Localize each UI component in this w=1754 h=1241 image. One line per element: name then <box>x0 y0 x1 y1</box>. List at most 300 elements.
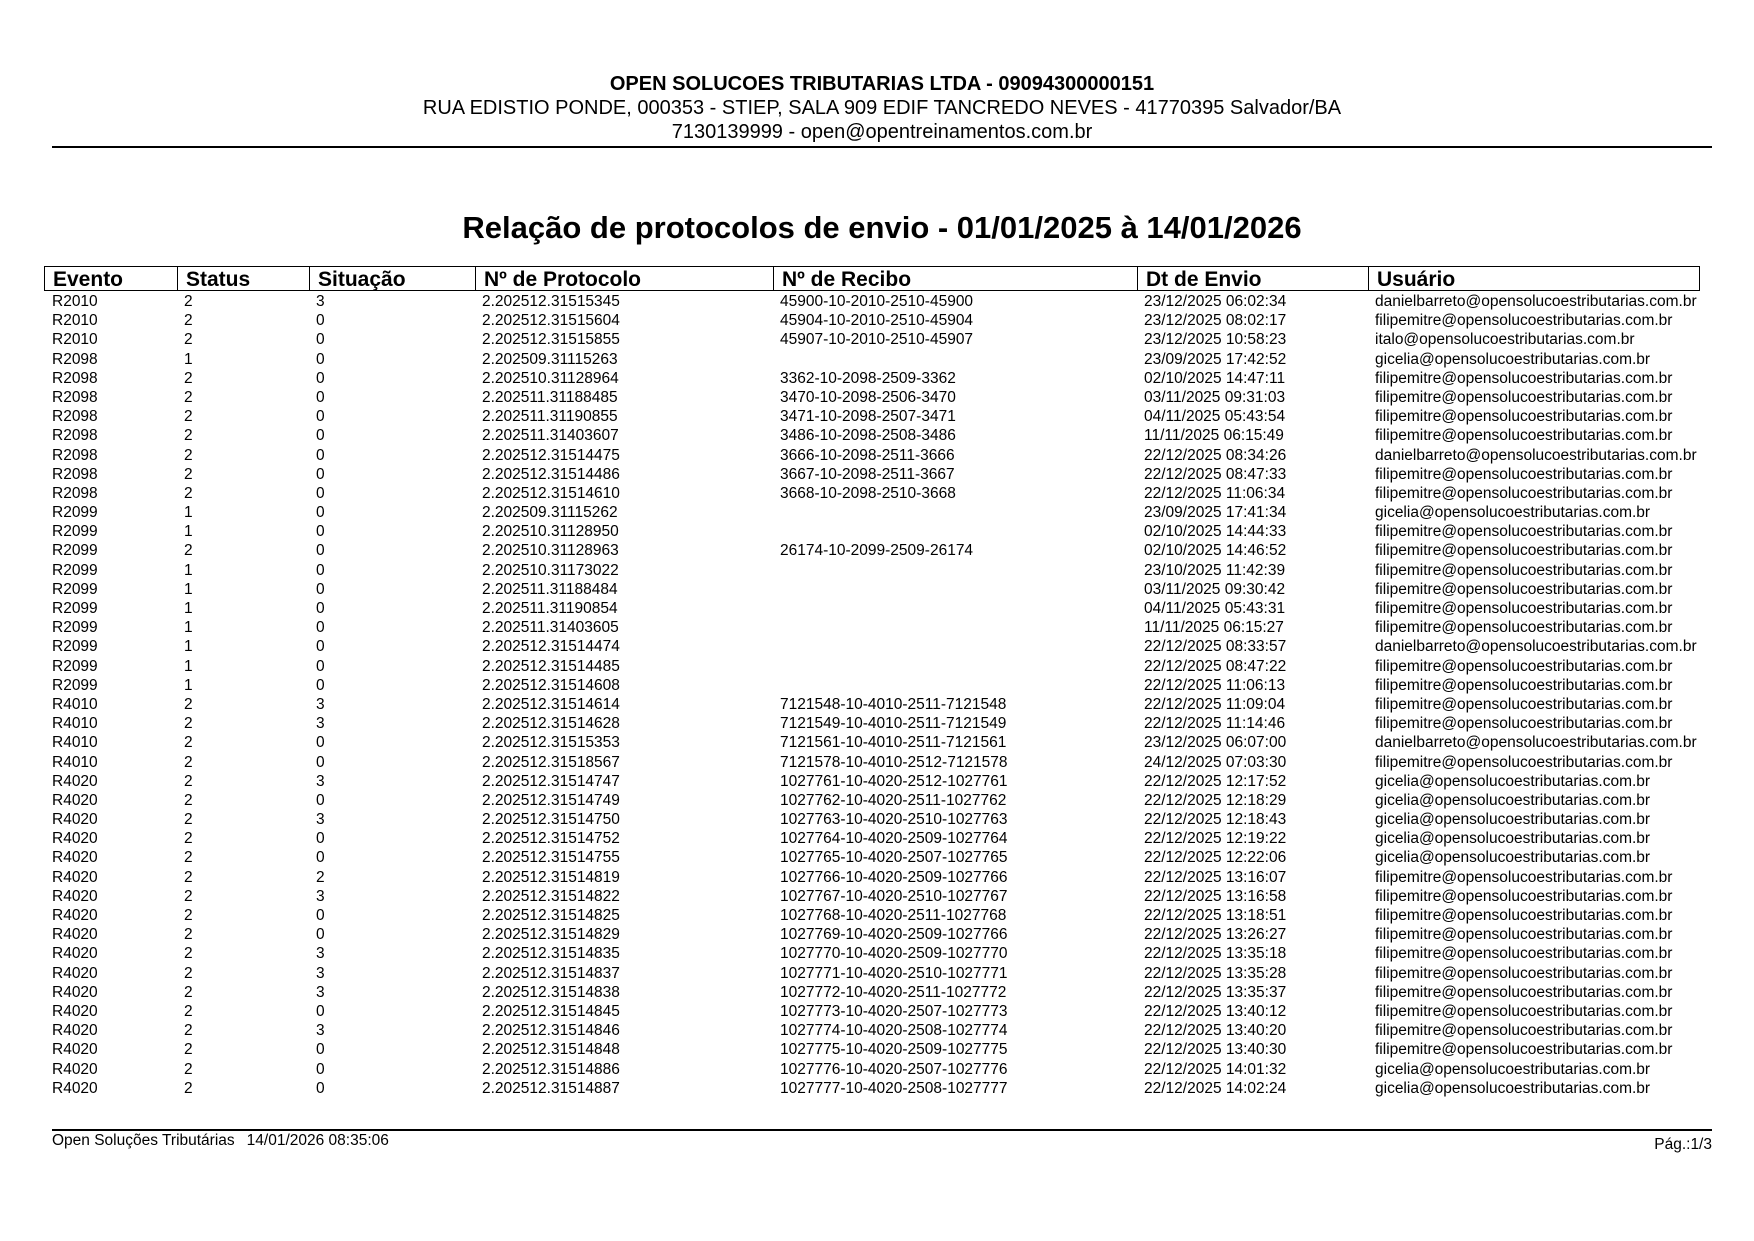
cell-protocolo: 2.202511.31190854 <box>482 600 618 617</box>
cell-usuario: filipemitre@opensolucoestributarias.com.br <box>1375 580 1673 598</box>
cell-usuario: filipemitre@opensolucoestributarias.com.br <box>1375 465 1673 483</box>
table-row <box>44 350 1724 369</box>
cell-status: 2 <box>184 887 193 905</box>
cell-protocolo: 2.202512.31514846 <box>482 1022 620 1040</box>
table-row <box>44 676 1724 695</box>
cell-status: 2 <box>184 446 193 464</box>
cell-recibo: 7121578-10-4010-2512-7121578 <box>780 753 1008 771</box>
cell-evento: R2099 <box>52 619 98 637</box>
cell-protocolo: 2.202512.31514610 <box>482 484 620 502</box>
cell-evento: R4020 <box>52 1022 98 1040</box>
cell-situacao: 0 <box>316 465 325 483</box>
column-header-situacao: Situação <box>309 267 475 290</box>
table-row <box>44 637 1724 656</box>
cell-usuario: filipemitre@opensolucoestributarias.com.br <box>1375 1041 1673 1059</box>
cell-situacao: 0 <box>316 753 325 771</box>
cell-recibo: 1027769-10-4020-2509-1027766 <box>780 926 1008 944</box>
table-row <box>44 407 1724 426</box>
cell-status: 2 <box>184 408 193 426</box>
cell-protocolo: 2.202512.31514747 <box>482 772 620 790</box>
cell-usuario: filipemitre@opensolucoestributarias.com.br <box>1375 753 1673 771</box>
cell-dt-envio: 22/12/2025 13:16:58 <box>1144 887 1287 905</box>
table-row <box>44 446 1724 465</box>
cell-dt-envio: 23/09/2025 17:41:34 <box>1144 504 1287 522</box>
cell-usuario: filipemitre@opensolucoestributarias.com.br <box>1375 427 1673 445</box>
cell-protocolo: 2.202510.31128950 <box>482 523 619 541</box>
table-row <box>44 369 1724 388</box>
cell-usuario: filipemitre@opensolucoestributarias.com.br <box>1375 887 1673 905</box>
cell-situacao: 0 <box>316 504 325 522</box>
cell-situacao: 0 <box>316 369 325 387</box>
cell-dt-envio: 22/12/2025 12:18:43 <box>1144 811 1287 829</box>
cell-situacao: 0 <box>316 427 325 445</box>
cell-situacao: 0 <box>316 926 325 944</box>
cell-protocolo: 2.202511.31403607 <box>482 427 619 445</box>
cell-protocolo: 2.202509.31115262 <box>482 504 618 522</box>
table-row <box>44 772 1724 791</box>
cell-status: 2 <box>184 1002 193 1020</box>
table-row <box>44 848 1724 867</box>
cell-status: 2 <box>184 695 193 713</box>
cell-protocolo: 2.202512.31514750 <box>482 811 620 829</box>
cell-evento: R2099 <box>52 657 98 675</box>
report-title: Relação de protocolos de envio - 01/01/2025 à 14/01/2026 <box>462 210 1302 245</box>
table-row <box>44 983 1724 1002</box>
cell-usuario: filipemitre@opensolucoestributarias.com.br <box>1375 695 1673 713</box>
cell-situacao: 0 <box>316 907 325 924</box>
cell-evento: R2099 <box>52 676 98 694</box>
cell-situacao: 0 <box>316 600 325 617</box>
cell-protocolo: 2.202512.31514837 <box>482 964 620 982</box>
cell-protocolo: 2.202512.31518567 <box>482 753 620 771</box>
cell-protocolo: 2.202510.31128963 <box>482 542 619 560</box>
cell-evento: R2098 <box>52 388 98 406</box>
cell-status: 2 <box>184 868 193 886</box>
cell-dt-envio: 22/12/2025 13:40:12 <box>1144 1002 1287 1020</box>
cell-recibo: 45904-10-2010-2510-45904 <box>780 312 974 330</box>
cell-protocolo: 2.202512.31514825 <box>482 907 620 924</box>
cell-usuario: filipemitre@opensolucoestributarias.com.br <box>1375 1002 1673 1020</box>
report-header <box>52 72 1712 144</box>
cell-dt-envio: 23/10/2025 11:42:39 <box>1144 561 1286 579</box>
table-header <box>44 266 1700 291</box>
cell-usuario: gicelia@opensolucoestributarias.com.br <box>1375 350 1651 368</box>
cell-evento: R4020 <box>52 983 98 1001</box>
cell-usuario: filipemitre@opensolucoestributarias.com.br <box>1375 369 1673 387</box>
cell-evento: R4020 <box>52 791 98 809</box>
cell-evento: R2099 <box>52 561 98 579</box>
cell-evento: R2098 <box>52 369 98 387</box>
cell-dt-envio: 02/10/2025 14:44:33 <box>1144 523 1287 541</box>
cell-status: 2 <box>184 811 193 829</box>
table-row <box>44 618 1724 637</box>
cell-protocolo: 2.202512.31514475 <box>482 446 620 464</box>
table-row <box>44 906 1724 925</box>
cell-recibo: 1027773-10-4020-2507-1027773 <box>780 1002 1008 1020</box>
cell-status: 2 <box>184 945 193 963</box>
table-row <box>44 1021 1724 1040</box>
cell-status: 2 <box>184 983 193 1001</box>
cell-dt-envio: 04/11/2025 05:43:54 <box>1144 408 1286 426</box>
cell-protocolo: 2.202512.31515345 <box>482 293 620 310</box>
cell-recibo: 7121561-10-4010-2511-7121561 <box>780 734 1007 752</box>
cell-evento: R2010 <box>52 293 98 310</box>
cell-evento: R4020 <box>52 868 98 886</box>
cell-usuario: danielbarreto@opensolucoestributarias.com.br <box>1375 446 1697 464</box>
cell-evento: R4020 <box>52 887 98 905</box>
cell-protocolo: 2.202512.31514887 <box>482 1079 620 1097</box>
cell-recibo: 3667-10-2098-2511-3667 <box>780 465 955 483</box>
table-row <box>44 426 1724 445</box>
cell-protocolo: 2.202512.31514819 <box>482 868 620 886</box>
cell-protocolo: 2.202510.31128964 <box>482 369 619 387</box>
table-row <box>44 484 1724 503</box>
cell-evento: R2099 <box>52 504 98 522</box>
cell-protocolo: 2.202512.31515855 <box>482 331 620 349</box>
cell-status: 2 <box>184 907 193 924</box>
cell-dt-envio: 23/09/2025 17:42:52 <box>1144 350 1287 368</box>
cell-protocolo: 2.202512.31514628 <box>482 715 620 733</box>
cell-status: 2 <box>184 388 193 406</box>
cell-recibo: 3471-10-2098-2507-3471 <box>780 408 956 426</box>
cell-evento: R4020 <box>52 1002 98 1020</box>
cell-evento: R2099 <box>52 542 98 560</box>
cell-situacao: 0 <box>316 446 325 464</box>
cell-protocolo: 2.202512.31514838 <box>482 983 620 1001</box>
cell-usuario: filipemitre@opensolucoestributarias.com.br <box>1375 561 1673 579</box>
cell-protocolo: 2.202512.31514749 <box>482 791 620 809</box>
cell-situacao: 0 <box>316 484 325 502</box>
cell-situacao: 3 <box>316 1022 325 1040</box>
cell-dt-envio: 03/11/2025 09:31:03 <box>1144 388 1286 406</box>
cell-recibo: 1027764-10-4020-2509-1027764 <box>780 830 1008 848</box>
cell-dt-envio: 22/12/2025 11:06:13 <box>1144 676 1286 694</box>
table-row <box>44 964 1724 983</box>
cell-usuario: filipemitre@opensolucoestributarias.com.br <box>1375 619 1673 637</box>
cell-recibo: 1027765-10-4020-2507-1027765 <box>780 849 1008 867</box>
cell-usuario: filipemitre@opensolucoestributarias.com.br <box>1375 388 1673 406</box>
cell-situacao: 0 <box>316 657 325 675</box>
cell-situacao: 0 <box>316 791 325 809</box>
cell-status: 2 <box>184 542 193 560</box>
table-row <box>44 599 1724 618</box>
cell-situacao: 0 <box>316 523 325 541</box>
cell-usuario: filipemitre@opensolucoestributarias.com.br <box>1375 408 1673 426</box>
table-row <box>44 522 1724 541</box>
cell-protocolo: 2.202512.31514845 <box>482 1002 620 1020</box>
cell-usuario: gicelia@opensolucoestributarias.com.br <box>1375 1060 1651 1078</box>
cell-usuario: filipemitre@opensolucoestributarias.com.br <box>1375 657 1673 675</box>
cell-recibo: 26174-10-2099-2509-26174 <box>780 542 974 560</box>
cell-recibo: 3470-10-2098-2506-3470 <box>780 388 956 406</box>
cell-recibo: 3362-10-2098-2509-3362 <box>780 369 956 387</box>
cell-situacao: 0 <box>316 1079 325 1097</box>
cell-protocolo: 2.202512.31514608 <box>482 676 620 694</box>
cell-usuario: danielbarreto@opensolucoestributarias.com.br <box>1375 734 1697 752</box>
cell-status: 1 <box>184 600 193 617</box>
cell-protocolo: 2.202512.31514752 <box>482 830 620 848</box>
cell-evento: R2098 <box>52 350 98 368</box>
table-row <box>44 657 1724 676</box>
cell-status: 2 <box>184 926 193 944</box>
cell-evento: R4010 <box>52 753 98 771</box>
cell-evento: R4010 <box>52 715 98 733</box>
cell-situacao: 0 <box>316 331 325 349</box>
cell-status: 1 <box>184 523 193 541</box>
cell-usuario: filipemitre@opensolucoestributarias.com.br <box>1375 676 1673 694</box>
cell-status: 2 <box>184 734 193 752</box>
cell-protocolo: 2.202509.31115263 <box>482 350 618 368</box>
cell-dt-envio: 22/12/2025 13:35:37 <box>1144 983 1287 1001</box>
table-row <box>44 925 1724 944</box>
cell-recibo: 1027772-10-4020-2511-1027772 <box>780 983 1007 1001</box>
cell-situacao: 0 <box>316 1002 325 1020</box>
cell-evento: R4020 <box>52 811 98 829</box>
cell-evento: R4020 <box>52 849 98 867</box>
cell-status: 1 <box>184 619 193 637</box>
cell-dt-envio: 02/10/2025 14:46:52 <box>1144 542 1287 560</box>
table-row <box>44 887 1724 906</box>
cell-recibo: 7121549-10-4010-2511-7121549 <box>780 715 1007 733</box>
cell-recibo: 1027774-10-4020-2508-1027774 <box>780 1022 1008 1040</box>
cell-status: 2 <box>184 427 193 445</box>
cell-evento: R2098 <box>52 446 98 464</box>
cell-status: 1 <box>184 561 193 579</box>
cell-recibo: 1027770-10-4020-2509-1027770 <box>780 945 1008 963</box>
cell-dt-envio: 22/12/2025 11:09:04 <box>1144 695 1286 713</box>
cell-situacao: 3 <box>316 715 325 733</box>
cell-recibo: 1027766-10-4020-2509-1027766 <box>780 868 1008 886</box>
cell-usuario: filipemitre@opensolucoestributarias.com.br <box>1375 542 1673 560</box>
cell-status: 2 <box>184 465 193 483</box>
cell-dt-envio: 22/12/2025 08:47:22 <box>1144 657 1287 675</box>
cell-recibo: 45907-10-2010-2510-45907 <box>780 331 974 349</box>
cell-status: 2 <box>184 964 193 982</box>
cell-dt-envio: 22/12/2025 14:02:24 <box>1144 1079 1287 1097</box>
table-row <box>44 733 1724 752</box>
cell-situacao: 3 <box>316 964 325 982</box>
cell-usuario: filipemitre@opensolucoestributarias.com.br <box>1375 926 1673 944</box>
cell-protocolo: 2.202510.31173022 <box>482 561 619 579</box>
cell-situacao: 0 <box>316 1041 325 1059</box>
table-row <box>44 714 1724 733</box>
cell-evento: R4020 <box>52 1060 98 1078</box>
cell-dt-envio: 23/12/2025 06:07:00 <box>1144 734 1287 752</box>
cell-status: 2 <box>184 715 193 733</box>
cell-situacao: 3 <box>316 695 325 713</box>
table-row <box>44 561 1724 580</box>
cell-status: 2 <box>184 772 193 790</box>
cell-usuario: filipemitre@opensolucoestributarias.com.br <box>1375 907 1673 924</box>
column-header-usuario: Usuário <box>1368 267 1699 290</box>
cell-dt-envio: 24/12/2025 07:03:30 <box>1144 753 1287 771</box>
cell-evento: R2010 <box>52 331 98 349</box>
cell-status: 2 <box>184 753 193 771</box>
company-name: OPEN SOLUCOES TRIBUTARIAS LTDA - 09094300000151 <box>609 73 1155 95</box>
cell-evento: R2098 <box>52 427 98 445</box>
cell-status: 2 <box>184 1041 193 1059</box>
cell-situacao: 3 <box>316 811 325 829</box>
cell-status: 2 <box>184 1060 193 1078</box>
cell-status: 2 <box>184 849 193 867</box>
cell-dt-envio: 11/11/2025 06:15:49 <box>1144 427 1284 445</box>
table-row <box>44 292 1724 311</box>
cell-situacao: 0 <box>316 849 325 867</box>
cell-dt-envio: 22/12/2025 14:01:32 <box>1144 1060 1287 1078</box>
cell-situacao: 0 <box>316 619 325 637</box>
cell-dt-envio: 22/12/2025 12:22:06 <box>1144 849 1287 867</box>
cell-protocolo: 2.202512.31514835 <box>482 945 620 963</box>
cell-status: 2 <box>184 293 193 310</box>
cell-evento: R4020 <box>52 945 98 963</box>
cell-usuario: filipemitre@opensolucoestributarias.com.br <box>1375 983 1673 1001</box>
cell-situacao: 0 <box>316 561 325 579</box>
cell-usuario: filipemitre@opensolucoestributarias.com.br <box>1375 484 1673 502</box>
cell-evento: R4020 <box>52 1041 98 1059</box>
cell-status: 2 <box>184 1079 193 1097</box>
cell-dt-envio: 22/12/2025 08:47:33 <box>1144 465 1287 483</box>
cell-evento: R4020 <box>52 1079 98 1097</box>
cell-evento: R2099 <box>52 523 98 541</box>
cell-situacao: 0 <box>316 830 325 848</box>
page-number: Pág.:1/3 <box>1654 1136 1712 1153</box>
cell-situacao: 0 <box>316 1060 325 1078</box>
cell-recibo: 7121548-10-4010-2511-7121548 <box>780 695 1007 713</box>
company-contact: 7130139999 - open@opentreinamentos.com.br <box>671 121 1093 143</box>
cell-usuario: gicelia@opensolucoestributarias.com.br <box>1375 504 1651 522</box>
cell-dt-envio: 02/10/2025 14:47:11 <box>1144 369 1286 387</box>
cell-recibo: 1027762-10-4020-2511-1027762 <box>780 791 1007 809</box>
cell-dt-envio: 22/12/2025 08:33:57 <box>1144 638 1287 656</box>
cell-evento: R4010 <box>52 734 98 752</box>
cell-situacao: 0 <box>316 388 325 406</box>
cell-dt-envio: 22/12/2025 13:18:51 <box>1144 907 1287 924</box>
cell-protocolo: 2.202512.31514474 <box>482 638 620 656</box>
footer-info <box>52 1131 389 1151</box>
table-row <box>44 810 1724 829</box>
cell-usuario: gicelia@opensolucoestributarias.com.br <box>1375 849 1651 867</box>
cell-usuario: filipemitre@opensolucoestributarias.com.br <box>1375 715 1673 733</box>
cell-situacao: 3 <box>316 772 325 790</box>
cell-recibo: 1027763-10-4020-2510-1027763 <box>780 811 1008 829</box>
cell-evento: R2099 <box>52 638 98 656</box>
cell-recibo: 3486-10-2098-2508-3486 <box>780 427 956 445</box>
cell-situacao: 3 <box>316 293 325 310</box>
cell-protocolo: 2.202512.31514485 <box>482 657 620 675</box>
cell-evento: R2010 <box>52 312 98 330</box>
cell-protocolo: 2.202512.31514614 <box>482 695 620 713</box>
table-row <box>44 1060 1724 1079</box>
cell-usuario: gicelia@opensolucoestributarias.com.br <box>1375 811 1651 829</box>
cell-recibo: 1027761-10-4020-2512-1027761 <box>780 772 1008 790</box>
cell-protocolo: 2.202511.31188484 <box>482 580 618 598</box>
cell-situacao: 3 <box>316 945 325 963</box>
company-address: RUA EDISTIO PONDE, 000353 - STIEP, SALA 909 EDIF TANCREDO NEVES - 41770395 Salvador/BA <box>422 97 1342 119</box>
cell-dt-envio: 04/11/2025 05:43:31 <box>1144 600 1286 617</box>
cell-dt-envio: 22/12/2025 12:17:52 <box>1144 772 1287 790</box>
column-header-status: Status <box>177 267 309 290</box>
column-header-dt-envio: Dt de Envio <box>1137 267 1368 290</box>
cell-dt-envio: 23/12/2025 06:02:34 <box>1144 293 1287 310</box>
table-row <box>44 753 1724 772</box>
cell-usuario: filipemitre@opensolucoestributarias.com.br <box>1375 600 1673 617</box>
cell-dt-envio: 22/12/2025 12:19:22 <box>1144 830 1287 848</box>
cell-recibo: 1027768-10-4020-2511-1027768 <box>780 907 1007 924</box>
column-header-protocolo: Nº de Protocolo <box>475 267 773 290</box>
cell-dt-envio: 22/12/2025 12:18:29 <box>1144 791 1287 809</box>
cell-recibo: 3666-10-2098-2511-3666 <box>780 446 955 464</box>
cell-situacao: 0 <box>316 580 325 598</box>
cell-status: 2 <box>184 791 193 809</box>
cell-evento: R4020 <box>52 772 98 790</box>
cell-recibo: 1027767-10-4020-2510-1027767 <box>780 887 1008 905</box>
table-row <box>44 791 1724 810</box>
cell-dt-envio: 22/12/2025 11:06:34 <box>1144 484 1286 502</box>
table-row <box>44 829 1724 848</box>
cell-dt-envio: 22/12/2025 13:26:27 <box>1144 926 1287 944</box>
table-row <box>44 388 1724 407</box>
cell-dt-envio: 22/12/2025 13:35:18 <box>1144 945 1287 963</box>
cell-usuario: filipemitre@opensolucoestributarias.com.br <box>1375 945 1673 963</box>
cell-protocolo: 2.202512.31515604 <box>482 312 620 330</box>
column-header-evento: Evento <box>53 268 124 291</box>
table-body <box>44 292 1724 1098</box>
header-divider <box>52 146 1712 148</box>
cell-protocolo: 2.202512.31514486 <box>482 465 620 483</box>
cell-usuario: filipemitre@opensolucoestributarias.com.br <box>1375 868 1673 886</box>
cell-dt-envio: 22/12/2025 13:40:30 <box>1144 1041 1287 1059</box>
column-header-recibo: Nº de Recibo <box>773 267 1137 290</box>
table-row <box>44 1079 1724 1098</box>
table-row <box>44 330 1724 349</box>
cell-protocolo: 2.202512.31514822 <box>482 887 620 905</box>
table-row <box>44 503 1724 522</box>
table-row <box>44 1040 1724 1059</box>
cell-protocolo: 2.202512.31515353 <box>482 734 620 752</box>
cell-recibo: 1027777-10-4020-2508-1027777 <box>780 1079 1008 1097</box>
cell-usuario: filipemitre@opensolucoestributarias.com.br <box>1375 1022 1673 1040</box>
cell-dt-envio: 22/12/2025 13:40:20 <box>1144 1022 1287 1040</box>
table-row <box>44 868 1724 887</box>
table-row <box>44 465 1724 484</box>
cell-recibo: 1027775-10-4020-2509-1027775 <box>780 1041 1008 1059</box>
cell-situacao: 3 <box>316 983 325 1001</box>
cell-dt-envio: 22/12/2025 11:14:46 <box>1144 715 1286 733</box>
cell-usuario: italo@opensolucoestributarias.com.br <box>1375 331 1635 349</box>
cell-usuario: danielbarreto@opensolucoestributarias.com.br <box>1375 293 1697 310</box>
cell-recibo: 1027771-10-4020-2510-1027771 <box>780 964 1008 982</box>
cell-protocolo: 2.202511.31190855 <box>482 408 618 426</box>
cell-dt-envio: 11/11/2025 06:15:27 <box>1144 619 1284 637</box>
cell-usuario: gicelia@opensolucoestributarias.com.br <box>1375 1079 1651 1097</box>
cell-status: 2 <box>184 1022 193 1040</box>
cell-protocolo: 2.202512.31514848 <box>482 1041 620 1059</box>
cell-protocolo: 2.202512.31514829 <box>482 926 620 944</box>
cell-situacao: 0 <box>316 676 325 694</box>
cell-status: 1 <box>184 638 193 656</box>
table-row <box>44 311 1724 330</box>
cell-dt-envio: 23/12/2025 08:02:17 <box>1144 312 1287 330</box>
footer-timestamp: 14/01/2026 08:35:06 <box>246 1132 389 1149</box>
cell-evento: R4020 <box>52 926 98 944</box>
cell-situacao: 0 <box>316 350 325 368</box>
cell-protocolo: 2.202511.31403605 <box>482 619 619 637</box>
cell-usuario: filipemitre@opensolucoestributarias.com.br <box>1375 523 1673 541</box>
cell-dt-envio: 03/11/2025 09:30:42 <box>1144 580 1286 598</box>
cell-dt-envio: 22/12/2025 13:35:28 <box>1144 964 1287 982</box>
cell-evento: R2099 <box>52 580 98 598</box>
cell-situacao: 3 <box>316 887 325 905</box>
